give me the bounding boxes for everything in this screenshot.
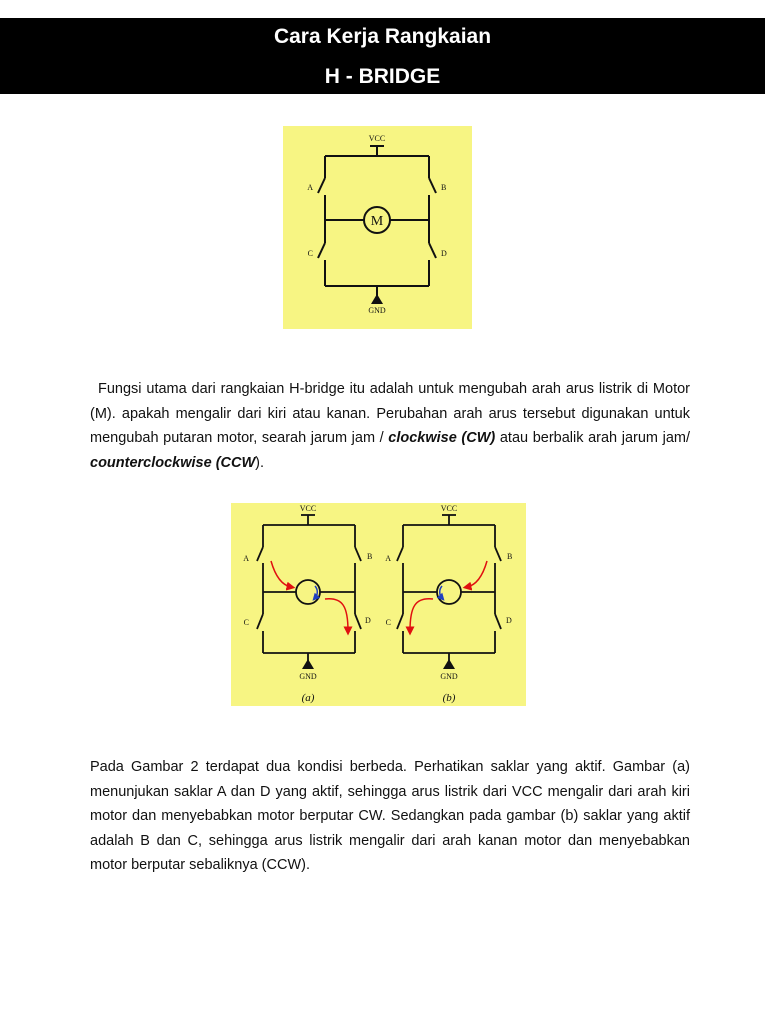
switch-b-label: B [441, 183, 447, 192]
title-banner [0, 18, 765, 94]
switch-c-label: C [307, 249, 313, 258]
switch-d-label: D [441, 249, 447, 258]
switch-a-label-b: A [385, 554, 391, 563]
caption-b: (b) [442, 692, 456, 704]
paragraph-intro-text: Fungsi utama dari rangkaian H-bridge itu adalah untuk mengubah arah arus listrik di Motor (M). apakah mengalir dari kiri atau kanan. Perubahan arah arus tersebut digunakan untuk mengubah putaran motor, searah jarum jam / [90, 381, 690, 446]
switch-d-label-a: D [365, 616, 371, 625]
gnd-label: GND [368, 306, 386, 315]
paragraph-intro-text-2: atau berbalik arah jarum jam/ [495, 430, 690, 446]
gnd-label-a: GND [299, 672, 317, 681]
h-bridge-diagram [283, 126, 472, 329]
switch-b-label-b: B [507, 552, 513, 561]
paragraph-intro [90, 377, 690, 475]
switch-a-label: A [307, 183, 313, 192]
paragraph-intro-text-3: ). [255, 454, 265, 471]
switch-b-label-a: B [367, 552, 373, 561]
paragraph-explanation: Pada Gambar 2 terdapat dua kondisi berbeda. Perhatikan saklar yang aktif. Gambar (a) menunjukan saklar A dan D yang aktif, sehingga arus listrik dari VCC mengalir dari arah kiri motor dan menyebabkan motor berputar CW. Sedangkan pada gambar (b) saklar yang aktif adalah B dan C, sehingga arus listrik mengalir dari arah kanan motor dan menyebabkan motor berputar sebaliknya (CCW). [90, 759, 690, 873]
motor-label: M [370, 214, 384, 229]
h-bridge-conditions-diagram [231, 503, 526, 706]
switch-c-label-a: C [243, 618, 249, 627]
switch-a-label-a: A [243, 554, 249, 563]
clockwise-term: clockwise (CW) [388, 430, 496, 446]
h-bridge-circuit-icon [283, 126, 472, 329]
page-subtitle: H - BRIDGE [324, 65, 441, 88]
gnd-label-b: GND [440, 672, 458, 681]
vcc-label-a: VCC [299, 504, 317, 513]
page-title: Cara Kerja Rangkaian [273, 25, 492, 48]
caption-a: (a) [301, 692, 315, 704]
h-bridge-conditions-icon [231, 503, 526, 706]
vcc-label: VCC [368, 134, 386, 143]
switch-d-label-b: D [506, 616, 512, 625]
switch-c-label-b: C [385, 618, 391, 627]
vcc-label-b: VCC [440, 504, 458, 513]
counterclockwise-term: counterclockwise (CCW [90, 454, 256, 471]
